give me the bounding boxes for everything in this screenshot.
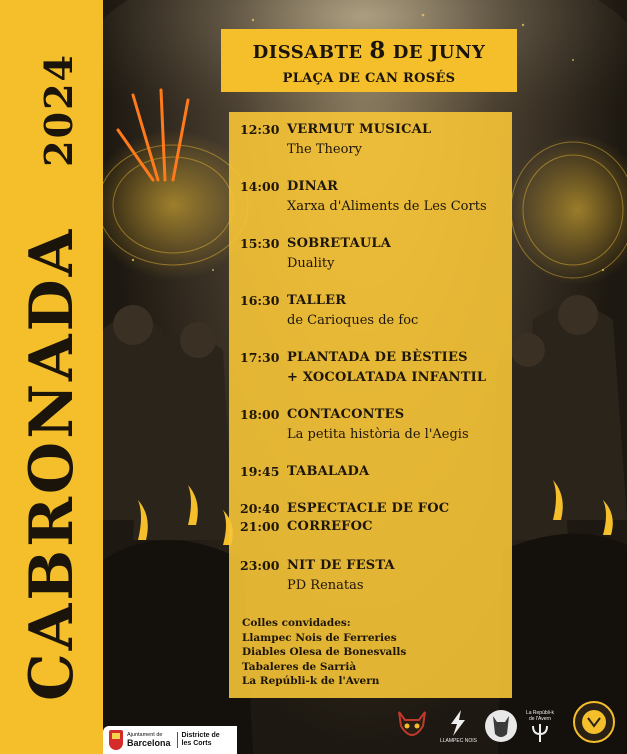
program-item — [240, 120, 431, 160]
program-time: 14:00 — [240, 179, 280, 194]
program-time: 15:30 — [240, 236, 280, 251]
date-header — [221, 29, 517, 92]
guest-item: Llampec Nois de Ferreries — [242, 631, 397, 644]
institution-logos — [103, 726, 237, 754]
guest-groups — [242, 616, 406, 689]
event-title: CABRONADA — [16, 226, 87, 701]
devil-mask-icon — [395, 708, 429, 744]
dimonis-badge-icon — [572, 700, 616, 744]
district-text-2: les Corts — [181, 740, 212, 747]
title-band — [0, 0, 103, 754]
program-subtitle: Duality — [287, 256, 335, 271]
program-title: DINAR — [287, 179, 339, 194]
program-title: CORREFOC — [287, 519, 373, 534]
program-time: 16:30 — [240, 293, 280, 308]
program-item — [240, 291, 418, 331]
date-day: 8 — [369, 37, 386, 64]
program-panel — [229, 112, 512, 698]
program-item — [240, 177, 487, 217]
program-item — [240, 556, 395, 596]
trident-icon — [525, 722, 555, 744]
barcelona-logo — [103, 730, 171, 750]
guest-item: La Repúbli-k de l'Avern — [242, 675, 380, 687]
program-subtitle: Xarxa d'Aliments de Les Corts — [287, 199, 487, 214]
goat-head-icon — [484, 708, 518, 744]
date-prefix: DISSABTE — [252, 42, 363, 63]
bcn-small-text: Ajuntament de — [127, 732, 163, 738]
guest-item: Diables Olesa de Bonesvalls — [242, 646, 407, 658]
llampec-logo — [440, 700, 477, 744]
llampec-caption: LLAMPEC NOIS — [440, 738, 477, 744]
program-title: VERMUT MUSICAL — [287, 122, 432, 137]
program-subtitle: + XOCOLATADA INFANTIL — [287, 370, 487, 385]
program-title: SOBRETAULA — [287, 236, 392, 251]
program-subtitle: The Theory — [287, 142, 362, 157]
republik-caption-2: de l'Avern — [529, 716, 551, 722]
program-time: 23:00 — [240, 558, 280, 573]
barcelona-shield-icon — [109, 730, 123, 750]
guests-heading: Colles convidades: — [242, 617, 351, 629]
program-item — [240, 462, 369, 482]
program-title: ESPECTACLE DE FOC — [287, 501, 450, 516]
guest-item: Tabaleres de Sarrià — [242, 660, 357, 673]
program-title: CONTACONTES — [287, 407, 405, 422]
district-text-1: Districte de — [181, 732, 220, 739]
devil-mask-logo — [395, 700, 429, 744]
program-title: PLANTADA DE BÈSTIES — [287, 350, 468, 365]
bcn-big-text: Barcelona — [127, 738, 171, 748]
program-item — [240, 499, 449, 519]
program-time: 21:00 — [240, 519, 280, 534]
program-title: NIT DE FESTA — [287, 558, 395, 573]
republik-caption-1: La Repúbli-k — [525, 710, 555, 716]
event-year: 2024 — [35, 53, 81, 167]
program-time: 19:45 — [240, 464, 280, 479]
program-time: 18:00 — [240, 407, 280, 422]
republik-logo — [525, 700, 555, 744]
program-time: 20:40 — [240, 501, 280, 516]
program-title: TALLER — [287, 293, 347, 308]
dimonis-logo — [572, 700, 616, 744]
date-suffix: DE JUNY — [392, 42, 486, 63]
program-title: TABALADA — [287, 464, 370, 479]
program-time: 17:30 — [240, 350, 280, 365]
program-subtitle: La petita història de l'Aegis — [287, 427, 469, 442]
goat-logo — [484, 700, 518, 744]
program-subtitle: de Carioques de foc — [287, 313, 419, 328]
event-date — [221, 37, 517, 64]
program-item — [240, 517, 373, 537]
program-item — [240, 348, 486, 388]
event-place: PLAÇA DE CAN ROSÉS — [282, 71, 456, 86]
program-time: 12:30 — [240, 122, 280, 137]
lightning-dragon-icon — [443, 708, 473, 738]
district-logo — [177, 732, 220, 748]
vertical-title — [17, 53, 87, 701]
program-subtitle: PD Renatas — [287, 578, 364, 593]
program-item — [240, 405, 469, 445]
program-item — [240, 234, 391, 274]
